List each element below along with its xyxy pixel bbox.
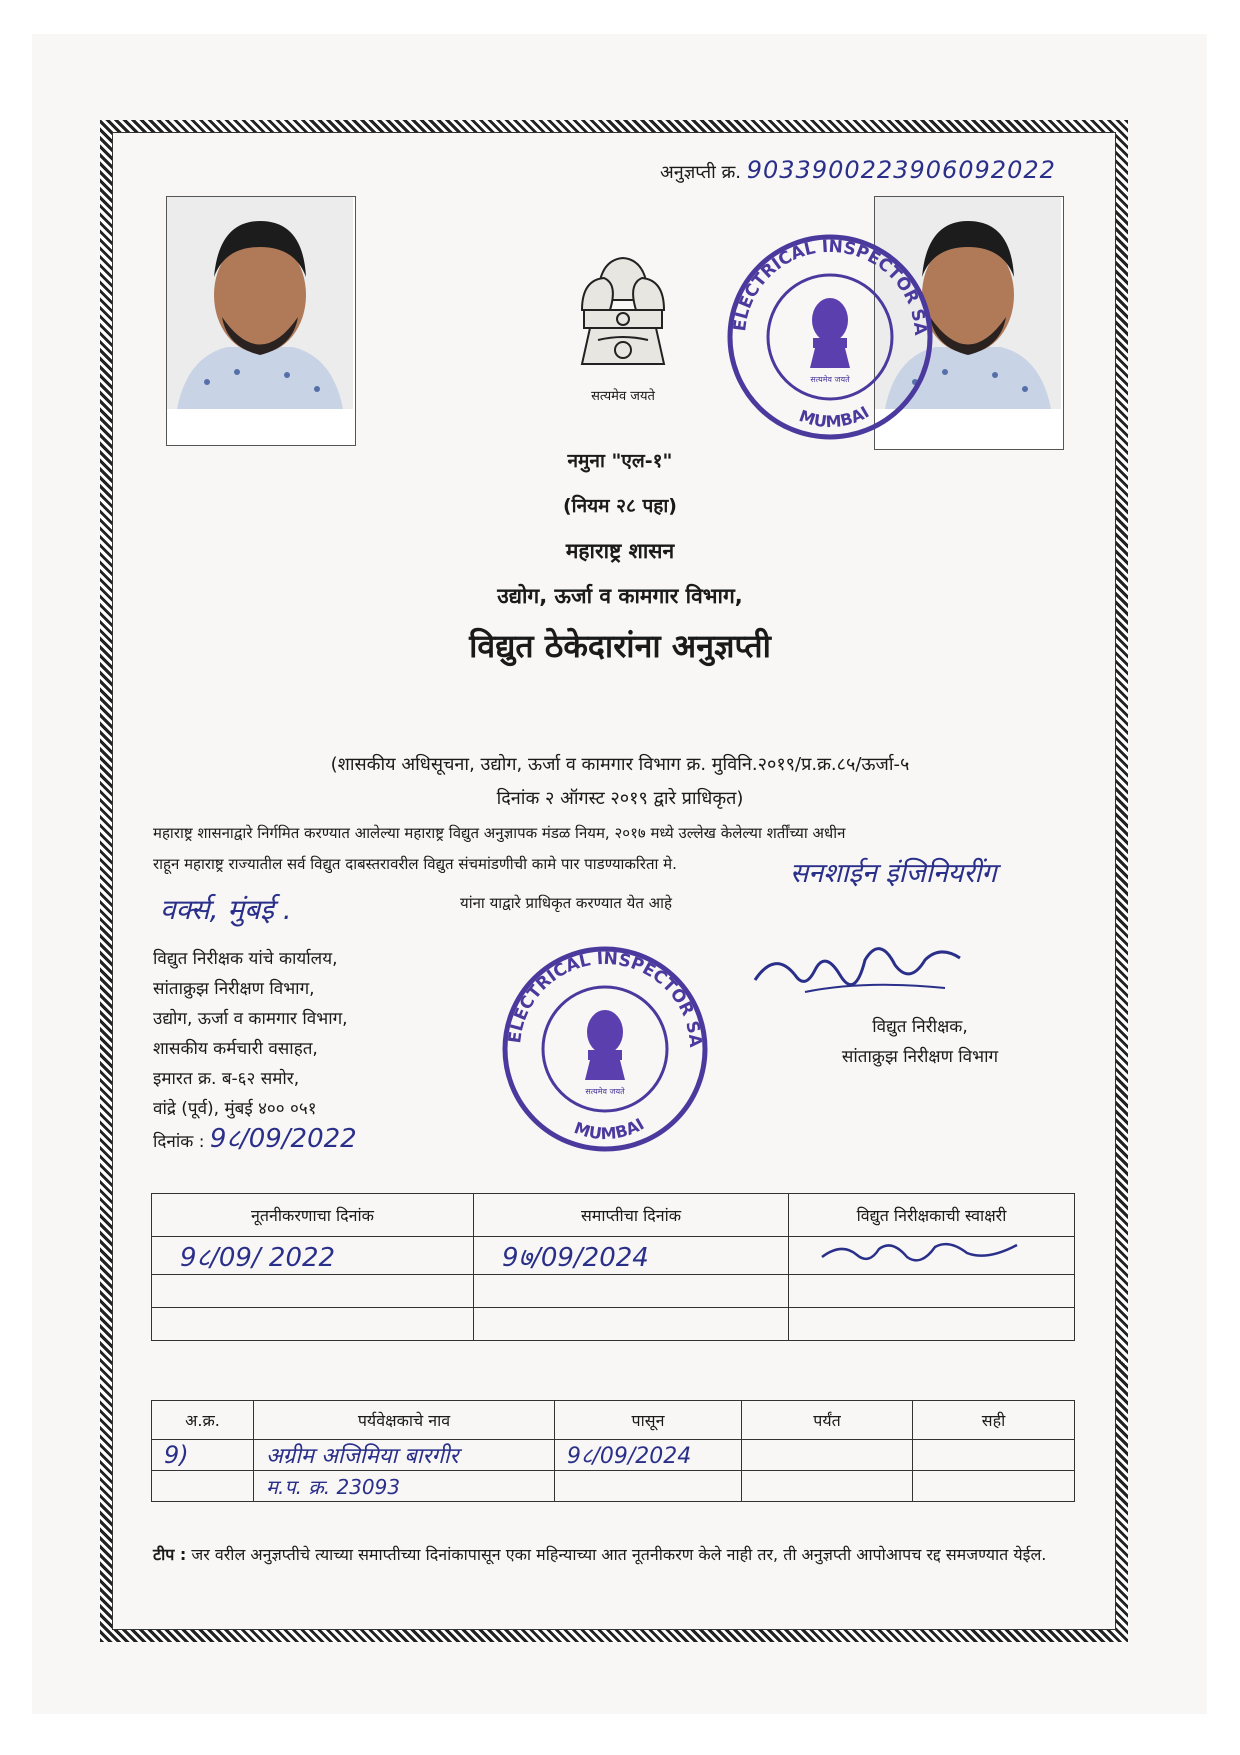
issue-date-value: 9८/09/2022 [209,1124,357,1154]
inspector-designation [790,1012,1050,1072]
header-supervisor-name: पर्यवेक्षकाचे नाव [254,1401,555,1440]
svg-text:MUMBAI [797,402,873,431]
document-title: विद्युत ठेकेदारांना अनुज्ञप्ती [469,627,771,665]
office-line: सांताक्रुझ निरीक्षण विभाग, [153,979,315,999]
svg-text:MUMBAI [572,1114,648,1143]
table-header-row [152,1401,1075,1440]
table-row [152,1471,1075,1502]
office-address [153,944,357,1157]
govt-name: महाराष्ट्र शासन [565,539,675,563]
portrait-image [167,197,353,443]
signature-cell [789,1237,1075,1275]
issue-date-label: दिनांक : [153,1132,205,1152]
licence-label: अनुज्ञप्ती क्र. [660,162,742,183]
firm-name-part-2: वर्क्स, मुंबई . [160,893,292,926]
header-inspector-signature: विद्युत निरीक्षकाची स्वाक्षरी [789,1194,1075,1237]
inspector-division: सांताक्रुझ निरीक्षण विभाग [841,1047,999,1067]
notification-line-1: (शासकीय अधिसूचना, उद्योग, ऊर्जा व कामगार विभाग क्र. मुविनि.२०१९/प्र.क्र.८५/ऊर्जा-५ [330,754,910,775]
supervisor-name-cell: अग्रीम अजिमिया बारगीर [254,1440,555,1471]
table-row [152,1275,1075,1308]
signature-cell [913,1440,1075,1471]
firm-name-part-1: सनशाईन इंजिनियरींग [790,858,997,889]
signature-cell [913,1471,1075,1502]
from-date-cell: 9८/09/2024 [555,1440,742,1471]
body-line-3: यांना याद्वारे प्राधिकृत करण्यात येत आहे [460,894,672,912]
inspector-title: विद्युत निरीक्षक, [872,1017,968,1037]
table-row [152,1440,1075,1471]
note-text: जर वरील अनुज्ञप्तीचे त्याच्या समाप्तीच्या दिनांकापासून एका महिन्याच्या आत नूतनीकरण केले नाही तर, ती अनुज्ञप्ती आपोआपच रद्द समजण्यात येईल. [191,1545,1047,1564]
office-line: विद्युत निरीक्षक यांचे कार्यालय, [153,949,338,969]
seal-inner-motto: सत्यमेव जयते [585,1087,625,1096]
seal-middle [490,944,720,1158]
body-line-1: महाराष्ट्र शासनाद्वारे निर्गमित करण्यात आलेल्या महाराष्ट्र विद्युत अनुज्ञापक मंडळ नियम, २०१७ मध्ये उल्लेख केलेल्या शर्तींच्या अधीन [153,824,846,842]
renewal-table [151,1193,1075,1341]
notification-line-2: दिनांक २ ऑगस्ट २०१९ द्वारे प्राधिकृत) [496,788,744,809]
table-row [152,1237,1075,1275]
serial-cell [152,1471,254,1502]
to-date-cell [742,1440,913,1471]
header-expiry-date: समाप्तीचा दिनांक [474,1194,789,1237]
lion-capital-icon [568,240,678,400]
rule-reference: (नियम २८ पहा) [562,495,677,517]
signature-icon [745,930,975,1010]
body-line-2-text: राहून महाराष्ट्र राज्यातील सर्व विद्युत दाबस्तरावरील विद्युत संचमांडणीची कामे पार पाडण्याकरिता मे. [153,855,677,873]
issue-date [153,1124,357,1157]
header-from: पासून [555,1401,742,1440]
renewal-date-cell: 9८/09/ 2022 [152,1237,474,1275]
serial-cell: 9) [152,1440,254,1471]
from-date-cell [555,1471,742,1502]
to-date-cell [742,1471,913,1502]
seal-top-text: ELECTRICAL INSPECTOR SA [505,948,706,1049]
table-header-row [152,1194,1075,1237]
form-number: नमुना "एल-१" [567,450,673,472]
office-line: शासकीय कर्मचारी वसाहत, [153,1039,318,1059]
seal-top-text: ELECTRICAL INSPECTOR SA [730,236,931,337]
department-name: उद्योग, ऊर्जा व कामगार विभाग, [497,584,743,608]
licence-number-value: 9033900223906092022 [746,156,1056,184]
renewal-date-cell [152,1308,474,1341]
expiry-date-cell: 9७/09/2024 [474,1237,789,1275]
header-renewal-date: नूतनीकरणाचा दिनांक [152,1194,474,1237]
signature-cell [789,1308,1075,1341]
photo-left [166,196,356,446]
header-to: पर्यंत [742,1401,913,1440]
expiry-date-cell [474,1308,789,1341]
signature-cell [789,1275,1075,1308]
office-line: इमारत क्र. ब-६२ समोर, [153,1069,300,1089]
renewal-date-cell [152,1275,474,1308]
expiry-date-cell [474,1275,789,1308]
table-row [152,1308,1075,1341]
inspector-signature [745,930,975,1014]
seal-inner-motto: सत्यमेव जयते [810,375,850,384]
seal-top [715,232,945,446]
licence-number [660,156,1056,184]
national-emblem [568,240,678,420]
emblem-motto: सत्यमेव जयते [591,389,655,404]
supervisor-permit-cell: म.प. क्र. 23093 [254,1471,555,1502]
office-line: वांद्रे (पूर्व), मुंबई ४०० ०५१ [153,1099,317,1119]
note-label: टीप : [153,1545,187,1564]
header-serial: अ.क्र. [152,1401,254,1440]
note [153,1538,1078,1572]
supervisor-table [151,1400,1075,1502]
seal-bottom-text: MUMBAI [571,1114,648,1144]
office-line: उद्योग, ऊर्जा व कामगार विभाग, [153,1009,348,1029]
signature-icon [817,1237,1037,1267]
seal-bottom-text: MUMBAI [796,402,873,432]
header-signature: सही [913,1401,1075,1440]
